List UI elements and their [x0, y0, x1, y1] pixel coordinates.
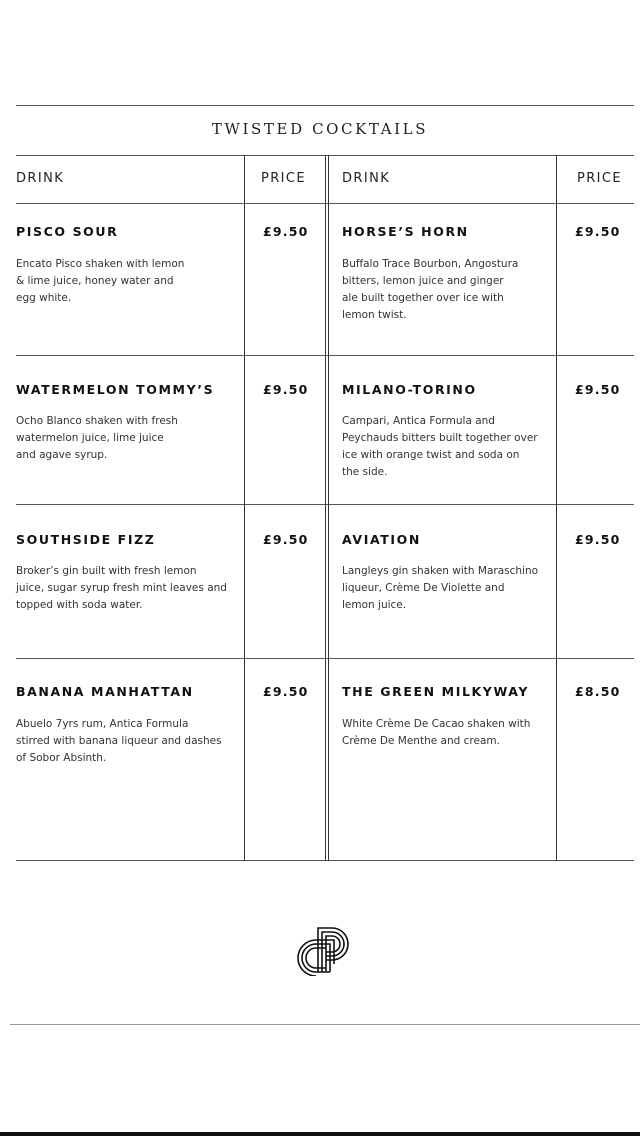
drink-price: £9.50 [263, 684, 309, 699]
menu-title: TWISTED COCKTAILS [211, 120, 429, 138]
drink-name: WATERMELON TOMMY’S [16, 382, 215, 397]
top-rule [16, 105, 634, 106]
drink-name: THE GREEN MILKYWAY [342, 684, 530, 699]
drink-name: PISCO SOUR [16, 224, 119, 239]
drink-name: HORSE’S HORN [342, 224, 469, 239]
drink-description: Broker’s gin built with fresh lemon juice, sugar syrup fresh mint leaves and topped with soda water. [16, 565, 227, 611]
drink-header-right: DRINK [342, 171, 391, 186]
drink-price: £9.50 [263, 382, 309, 397]
price-header-right: PRICE [577, 171, 622, 186]
drink-price: £8.50 [575, 684, 621, 699]
drink-price: £9.50 [575, 532, 621, 547]
footer-rule [10, 1024, 640, 1025]
drink-description: Buffalo Trace Bourbon, Angostura bitters, lemon juice and ginger ale built together over ice with lemon twist. [342, 258, 519, 321]
drink-description: Encato Pisco shaken with lemon & lime juice, honey water and egg white. [16, 258, 185, 304]
price-header-left: PRICE [261, 171, 306, 186]
drink-header-left: DRINK [16, 171, 65, 186]
drink-price: £9.50 [575, 224, 621, 239]
drink-description: Langleys gin shaken with Maraschino liqueur, Crème De Violette and lemon juice. [342, 565, 539, 611]
drink-name: MILANO-TORINO [342, 382, 477, 397]
left-price-divider [244, 155, 245, 861]
screen-bottom-edge [0, 1132, 640, 1136]
drink-price: £9.50 [263, 224, 309, 239]
drink-description: Ocho Blanco shaken with fresh watermelon juice, lime juice and agave syrup. [16, 415, 178, 461]
dp-monogram-icon [296, 918, 356, 976]
drink-name: BANANA MANHATTAN [16, 684, 194, 699]
right-price-divider [556, 155, 557, 861]
drink-price: £9.50 [263, 532, 309, 547]
drink-description: Campari, Antica Formula and Peychauds bitters built together over ice with orange twist and soda on the side. [342, 415, 538, 478]
drink-description: White Crème De Cacao shaken with Crème De Menthe and cream. [342, 718, 531, 747]
drink-description: Abuelo 7yrs rum, Antica Formula stirred with banana liqueur and dashes of Sobor Absinth. [16, 718, 222, 764]
drink-name: SOUTHSIDE FIZZ [16, 532, 156, 547]
center-divider-right [328, 155, 329, 861]
drink-price: £9.50 [575, 382, 621, 397]
center-divider-left [325, 155, 326, 861]
drink-name: AVIATION [342, 532, 421, 547]
